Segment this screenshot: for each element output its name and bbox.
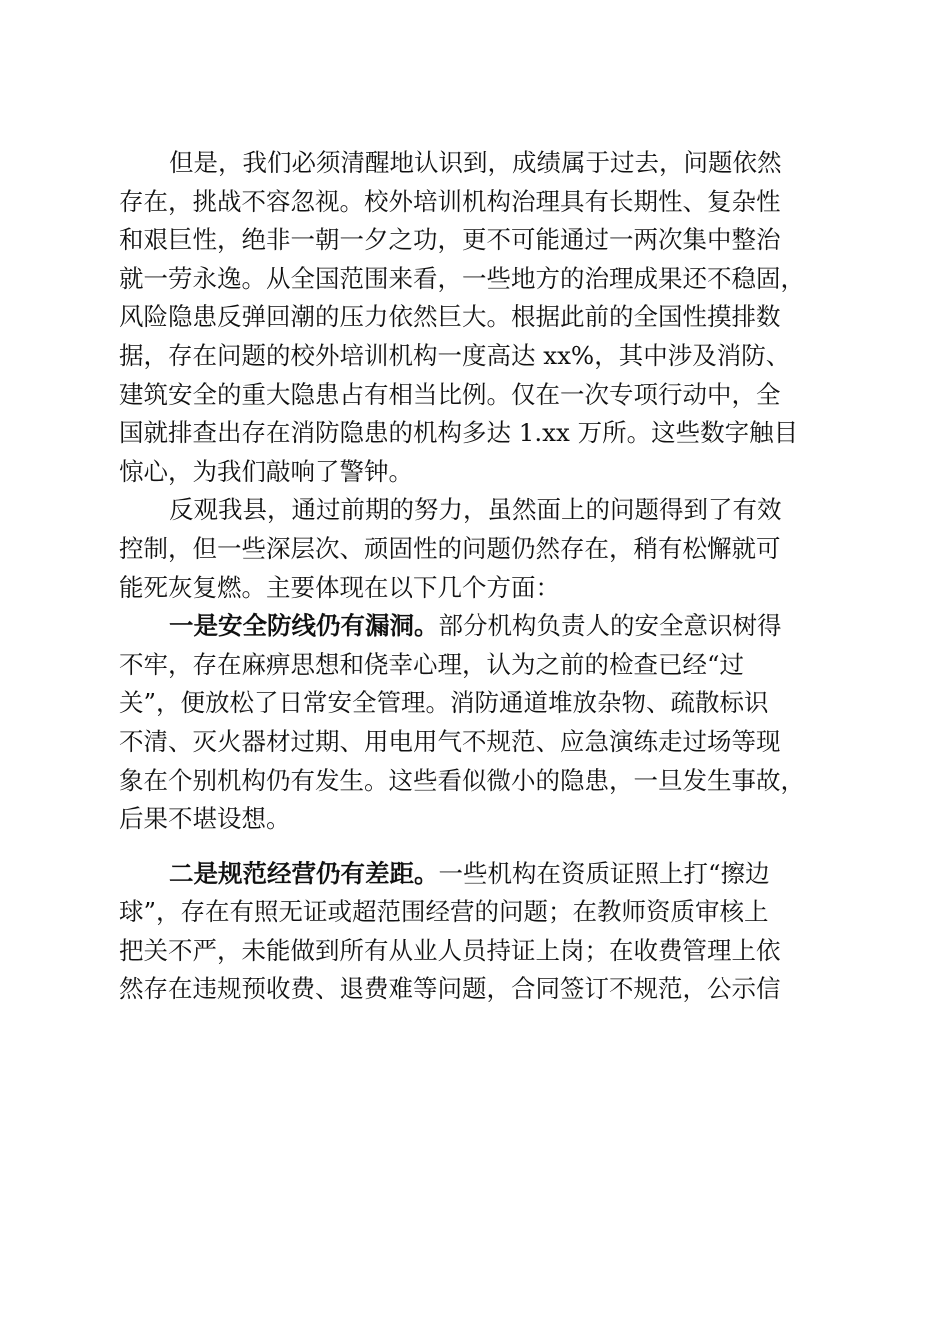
text-line: 国就排查出存在消防隐患的机构多达 1.xx 万所。这些数字触目	[119, 418, 799, 448]
text-line: 球”，存在有照无证或超范围经营的问题；在教师资质审核上	[119, 897, 769, 927]
paragraph-2	[119, 491, 829, 607]
text-line: 风险隐患反弹回潮的压力依然巨大。根据此前的全国性摸排数	[119, 302, 781, 332]
text-line: 据，存在问题的校外培训机构一度高达 xx%，其中涉及消防、	[119, 340, 791, 370]
text-line: 不牢，存在麻痹思想和侥幸心理，认为之前的检查已经“过	[119, 649, 745, 679]
body-text	[119, 144, 829, 1009]
text-line: 惊心，为我们敲响了警钟。	[119, 456, 413, 486]
paragraph-heading: 一是安全防线仍有漏洞。	[169, 611, 439, 641]
paragraph-4	[119, 855, 829, 1009]
paragraph-1	[119, 144, 829, 491]
text-line: 二是规范经营仍有差距。 一些机构在资质证照上打“擦边	[119, 855, 829, 894]
text-line: 能死灰复燃。主要体现在以下几个方面：	[119, 572, 560, 602]
paragraph-heading: 二是规范经营仍有差距。	[169, 858, 439, 888]
text-line: 把关不严，未能做到所有从业人员持证上岗；在收费管理上依	[119, 935, 781, 965]
text-line: 反观我县，通过前期的努力，虽然面上的问题得到了有效	[169, 495, 782, 525]
text-line: 存在，挑战不容忽视。校外培训机构治理具有长期性、复杂性	[119, 186, 781, 216]
text-line: 不清、灭火器材过期、用电用气不规范、应急演练走过场等现	[119, 726, 781, 756]
text-line: 后果不堪设想。	[119, 804, 291, 834]
text-line: 建筑安全的重大隐患占有相当比例。仅在一次专项行动中，全	[119, 379, 781, 409]
text-line: 就一劳永逸。从全国范围来看，一些地方的治理成果还不稳固，	[119, 263, 805, 293]
paragraph-gap	[119, 839, 829, 855]
paragraph-3	[119, 607, 829, 839]
text-line: 关”，便放松了日常安全管理。消防通道堆放杂物、疏散标识	[119, 688, 769, 718]
text-line: 一是安全防线仍有漏洞。 部分机构负责人的安全意识树得	[119, 607, 829, 646]
text-line: 但是，我们必须清醒地认识到，成绩属于过去，问题依然	[169, 148, 782, 177]
text-line: 象在个别机构仍有发生。这些看似微小的隐患，一旦发生事故，	[119, 765, 805, 795]
text-line: 控制，但一些深层次、顽固性的问题仍然存在，稍有松懈就可	[119, 533, 781, 563]
text-line: 然存在违规预收费、退费难等问题，合同签订不规范，公示信	[119, 974, 781, 1004]
text-line: 和艰巨性，绝非一朝一夕之功，更不可能通过一两次集中整治	[119, 225, 781, 255]
